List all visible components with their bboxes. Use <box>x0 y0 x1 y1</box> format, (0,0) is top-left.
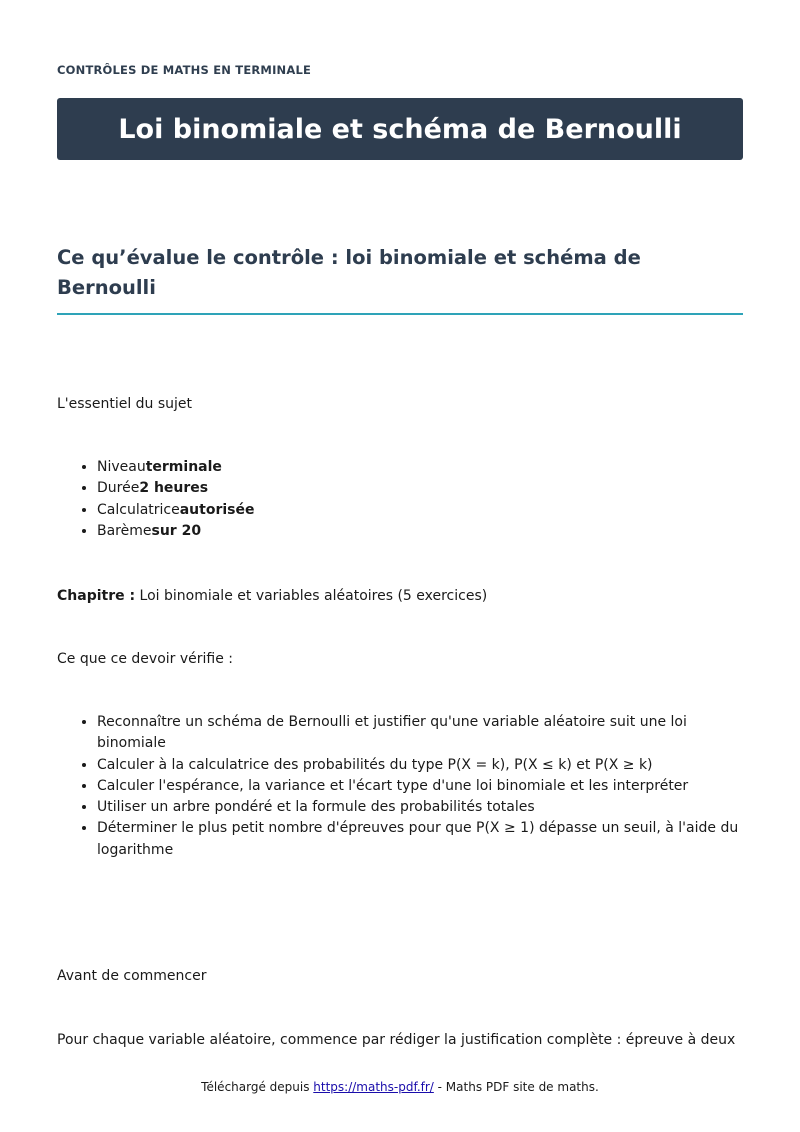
footer-prefix: Téléchargé depuis <box>201 1080 314 1094</box>
item-key: Barème <box>97 522 152 539</box>
footer-link[interactable]: https://maths-pdf.fr/ <box>313 1080 434 1094</box>
list-item: • Déterminer le plus petit nombre d'épreuves pour que P(X ≥ 1) dépasse un seuil, à l'aide du logarithme <box>97 818 743 861</box>
list-item: • Utiliser un arbre pondéré et la formule des probabilités totales <box>97 797 743 818</box>
chapitre-line <box>57 586 487 607</box>
section-heading: Ce qu’évalue le contrôle : loi binomiale et schéma de Bernoulli <box>57 243 743 315</box>
list-item <box>97 500 743 521</box>
item-value: sur 20 <box>151 522 202 539</box>
list-item: • Calculer l'espérance, la variance et l'écart type d'une loi binomiale et les interpréter <box>97 776 743 797</box>
page-title: Loi binomiale et schéma de Bernoulli <box>118 113 682 145</box>
list-item <box>97 457 743 478</box>
footer <box>0 1080 800 1094</box>
list-item: • Calculer à la calculatrice des probabilités du type P(X = k), P(X ≤ k) et P(X ≥ k) <box>97 755 743 776</box>
eyebrow-label: CONTRÔLES DE MATHS EN TERMINALE <box>57 63 312 77</box>
item-key: Durée <box>97 480 140 497</box>
avant-label: Avant de commencer <box>57 968 207 984</box>
item-key: Niveau <box>97 459 146 475</box>
item-key: Calculatrice <box>97 501 180 518</box>
essentiel-label: L'essentiel du sujet <box>57 396 193 412</box>
chapitre-text: Loi binomiale et variables aléatoires (5 exercices) <box>135 588 488 604</box>
list-item <box>97 478 743 499</box>
list-item <box>97 521 743 542</box>
footer-suffix: - Maths PDF site de maths. <box>433 1080 599 1094</box>
title-banner <box>57 98 743 160</box>
essentiel-list <box>57 457 743 542</box>
avant-text: Pour chaque variable aléatoire, commence par rédiger la justification complète : épreuve à deux <box>57 1032 736 1048</box>
list-item: • Reconnaître un schéma de Bernoulli et justifier qu'une variable aléatoire suit une loi binomiale <box>97 712 743 755</box>
item-value: autorisée <box>179 501 255 518</box>
item-value: terminale <box>145 459 222 475</box>
verifie-label: Ce que ce devoir vérifie : <box>57 651 234 667</box>
verifie-list <box>57 712 743 861</box>
chapitre-label: Chapitre : <box>57 588 136 604</box>
item-value: 2 heures <box>139 480 209 497</box>
